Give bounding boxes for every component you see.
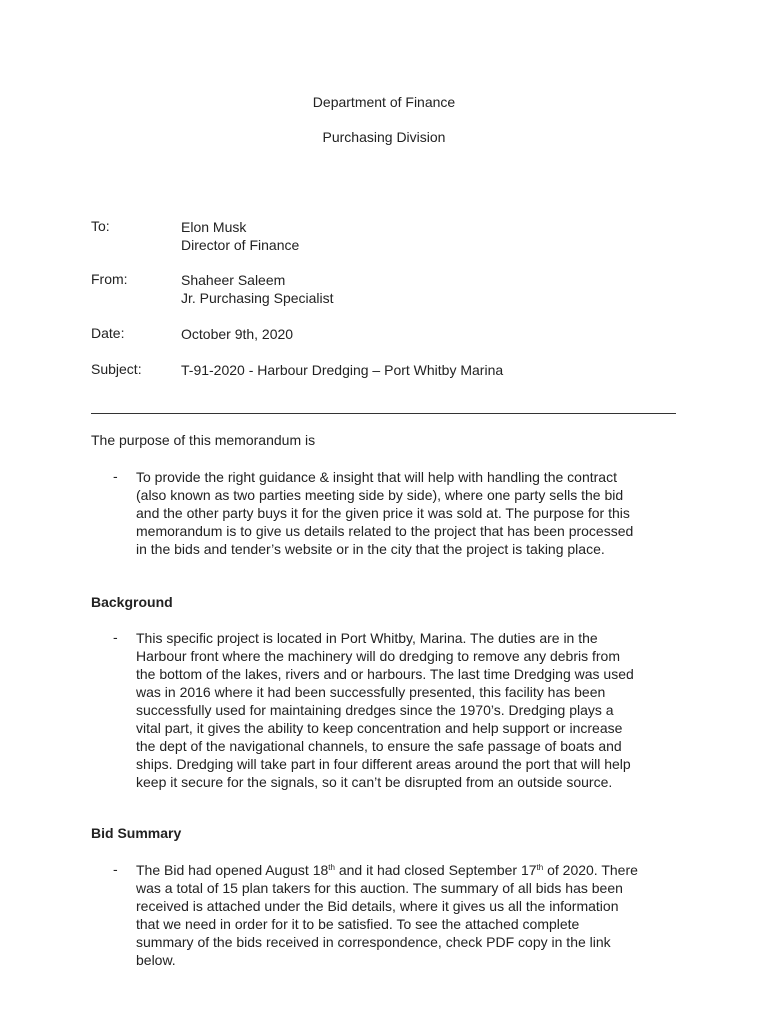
bid-summary-heading: Bid Summary (91, 825, 182, 841)
purpose-line: and the other party buys it for the given price it was sold at. The purpose for this (136, 505, 630, 521)
purpose-intro: The purpose of this memorandum is (91, 432, 316, 448)
from-name: Shaheer Saleem (181, 272, 286, 288)
bid-summary-line: below. (136, 952, 176, 968)
purpose-line: To provide the right guidance & insight that will help with handling the contract (136, 469, 617, 485)
to-label: To: (91, 218, 110, 234)
background-bullet-text (136, 629, 686, 791)
subject-value: T-91-2020 - Harbour Dredging – Port Whitby Marina (181, 362, 504, 378)
bid-summary-line: that we need in order for it to be satisfied. To see the attached complete (136, 916, 580, 932)
purpose-bullet-dash: - (113, 468, 118, 484)
from-title: Jr. Purchasing Specialist (181, 290, 334, 306)
background-line: ships. Dredging will take part in four different areas around the port that will help (136, 756, 631, 772)
background-line: vital part, it gives the ability to keep concentration and help support or increase (136, 720, 623, 736)
bid-closed-text: and it had closed September 17 (334, 862, 537, 878)
separator-rule (91, 413, 676, 414)
bid-summary-bullet-dash: - (113, 861, 118, 877)
background-heading: Background (91, 594, 173, 610)
to-value (181, 218, 299, 254)
ordinal-suffix: th (328, 863, 335, 872)
bid-summary-line: received is attached under the Bid details, where it gives us all the information (136, 898, 619, 914)
from-value (181, 271, 334, 307)
bid-year-text: of 2020. There (543, 862, 638, 878)
date-value: October 9th, 2020 (181, 326, 294, 342)
department-title: Department of Finance (312, 94, 456, 110)
from-label: From: (91, 271, 128, 287)
background-line: Harbour front where the machinery will do dredging to remove any debris from (136, 648, 621, 664)
background-line: the bottom of the lakes, rivers and or harbours. The last time Dredging was used (136, 666, 634, 682)
purpose-line: in the bids and tender’s website or in the city that the project is taking place. (136, 541, 605, 557)
purpose-bullet-text (136, 468, 686, 558)
background-bullet-dash: - (113, 629, 118, 645)
subject-label: Subject: (91, 361, 142, 377)
to-name: Elon Musk (181, 219, 247, 235)
bid-summary-first-line (136, 861, 686, 879)
background-line: was in 2016 where it had been successfully presented, this facility has been (136, 684, 606, 700)
purpose-line: memorandum is to give us details related to the project that has been processed (136, 523, 634, 539)
to-title: Director of Finance (181, 237, 300, 253)
background-line: This specific project is located in Port Whitby, Marina. The duties are in the (136, 630, 598, 646)
bid-summary-bullet-text (136, 861, 686, 969)
purpose-line: (also known as two parties meeting side by side), where one party sells the bid (136, 487, 624, 503)
division-title: Purchasing Division (322, 129, 446, 145)
background-line: the dept of the navigational channels, to ensure the safe passage of boats and (136, 738, 622, 754)
bid-summary-line: summary of the bids received in correspondence, check PDF copy in the link (136, 934, 611, 950)
bid-summary-line: was a total of 15 plan takers for this auction. The summary of all bids has been (136, 880, 623, 896)
date-label: Date: (91, 325, 125, 341)
bid-opened-text: The Bid had opened August 18 (136, 862, 329, 878)
ordinal-suffix: th (536, 863, 544, 872)
background-line: successfully used for maintaining dredges since the 1970’s. Dredging plays a (136, 702, 614, 718)
background-line: keep it secure for the signals, so it can’t be disrupted from an outside source. (136, 774, 613, 790)
